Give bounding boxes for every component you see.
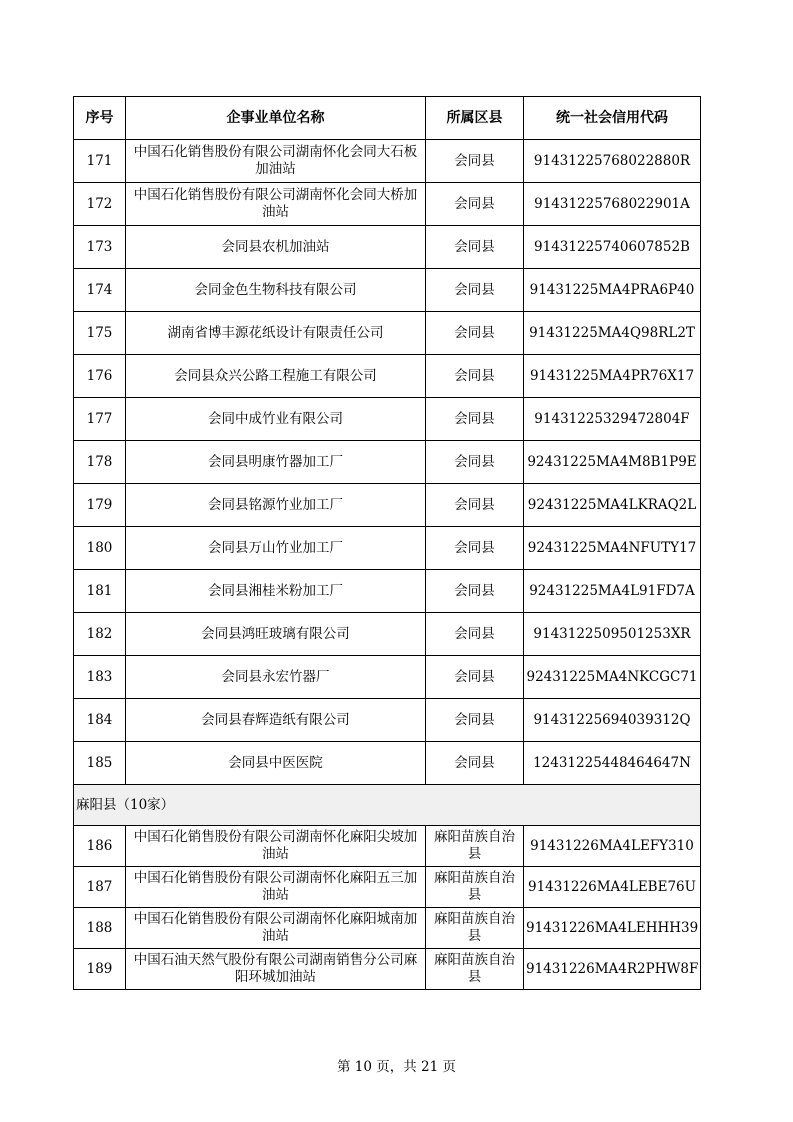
cell-name: 中国石化销售股份有限公司湖南怀化会同大石板加油站: [126, 140, 426, 183]
cell-county: 会同县: [426, 140, 524, 183]
table-row: [74, 398, 701, 441]
table-row: [74, 742, 701, 785]
table-row: [74, 949, 701, 990]
cell-name: 会同县鸿旺玻璃有限公司: [126, 613, 426, 656]
cell-name: 中国石化销售股份有限公司湖南怀化麻阳尖坡加油站: [126, 826, 426, 867]
header-county: 所属区县: [426, 97, 524, 140]
cell-name: 会同县中医医院: [126, 742, 426, 785]
cell-county: 会同县: [426, 441, 524, 484]
page-footer: 第 10 页，共 21 页: [336, 1059, 457, 1075]
cell-no: 175: [74, 312, 126, 355]
table-row: [74, 826, 701, 867]
cell-code: 91431226MA4LEBE76U: [524, 867, 701, 908]
cell-code: 91431225MA4Q98RL2T: [524, 312, 701, 355]
cell-name: 会同中成竹业有限公司: [126, 398, 426, 441]
cell-name: 会同县永宏竹器厂: [126, 656, 426, 699]
cell-county: 会同县: [426, 656, 524, 699]
cell-code: 91431225694039312Q: [524, 699, 701, 742]
cell-code: 12431225448464647N: [524, 742, 701, 785]
cell-code: 92431225MA4NFUTY17: [524, 527, 701, 570]
table-row: [74, 441, 701, 484]
header-code: 统一社会信用代码: [524, 97, 701, 140]
cell-name: 会同县明康竹器加工厂: [126, 441, 426, 484]
cell-name: 中国石化销售股份有限公司湖南怀化麻阳五三加油站: [126, 867, 426, 908]
cell-code: 92431225MA4NKCGC71: [524, 656, 701, 699]
cell-code: 91431226MA4LEHHH39: [524, 908, 701, 949]
cell-code: 91431225768022880R: [524, 140, 701, 183]
cell-no: 183: [74, 656, 126, 699]
cell-county: 会同县: [426, 613, 524, 656]
cell-no: 171: [74, 140, 126, 183]
header-row: [74, 97, 701, 140]
cell-no: 174: [74, 269, 126, 312]
cell-county: 会同县: [426, 226, 524, 269]
cell-no: 185: [74, 742, 126, 785]
cell-no: 181: [74, 570, 126, 613]
table-row: [74, 867, 701, 908]
cell-county: 麻阳苗族自治县: [426, 867, 524, 908]
cell-no: 178: [74, 441, 126, 484]
cell-code: 91431226MA4LEFY310: [524, 826, 701, 867]
cell-county: 会同县: [426, 570, 524, 613]
table-row: [74, 312, 701, 355]
table-row: [74, 226, 701, 269]
cell-no: 177: [74, 398, 126, 441]
cell-code: 91431225329472804F: [524, 398, 701, 441]
cell-no: 182: [74, 613, 126, 656]
table-row: [74, 183, 701, 226]
cell-code: 91431225MA4PRA6P40: [524, 269, 701, 312]
cell-county: 麻阳苗族自治县: [426, 908, 524, 949]
cell-county: 会同县: [426, 484, 524, 527]
cell-code: 91431225740607852B: [524, 226, 701, 269]
cell-county: 麻阳苗族自治县: [426, 949, 524, 990]
cell-name: 会同县湘桂米粉加工厂: [126, 570, 426, 613]
header-no: 序号: [74, 97, 126, 140]
cell-no: 189: [74, 949, 126, 990]
table-row: [74, 527, 701, 570]
cell-county: 会同县: [426, 742, 524, 785]
cell-county: 会同县: [426, 269, 524, 312]
cell-no: 176: [74, 355, 126, 398]
cell-name: 会同县农机加油站: [126, 226, 426, 269]
cell-county: 会同县: [426, 699, 524, 742]
cell-no: 172: [74, 183, 126, 226]
cell-code: 92431225MA4M8B1P9E: [524, 441, 701, 484]
cell-no: 179: [74, 484, 126, 527]
cell-no: 180: [74, 527, 126, 570]
cell-name: 会同县春辉造纸有限公司: [126, 699, 426, 742]
cell-no: 188: [74, 908, 126, 949]
table-row: [74, 140, 701, 183]
cell-name: 中国石化销售股份有限公司湖南怀化会同大桥加油站: [126, 183, 426, 226]
cell-no: 186: [74, 826, 126, 867]
cell-name: 会同县万山竹业加工厂: [126, 527, 426, 570]
section-row: [74, 785, 701, 826]
cell-county: 会同县: [426, 355, 524, 398]
cell-county: 会同县: [426, 527, 524, 570]
table-row: [74, 699, 701, 742]
cell-code: 91431225MA4PR76X17: [524, 355, 701, 398]
table-section-mayang: [74, 785, 701, 826]
table-row: [74, 656, 701, 699]
enterprise-table: [73, 96, 701, 990]
cell-no: 187: [74, 867, 126, 908]
table-row: [74, 570, 701, 613]
cell-name: 会同金色生物科技有限公司: [126, 269, 426, 312]
cell-name: 中国石油天然气股份有限公司湖南销售分公司麻阳环城加油站: [126, 949, 426, 990]
table-body-huitong: [74, 140, 701, 785]
cell-county: 麻阳苗族自治县: [426, 826, 524, 867]
table-body-mayang: [74, 826, 701, 990]
cell-name: 湖南省博丰源花纸设计有限责任公司: [126, 312, 426, 355]
table-row: [74, 908, 701, 949]
cell-county: 会同县: [426, 183, 524, 226]
cell-name: 会同县铭源竹业加工厂: [126, 484, 426, 527]
cell-no: 184: [74, 699, 126, 742]
header-name: 企事业单位名称: [126, 97, 426, 140]
table-row: [74, 269, 701, 312]
table-row: [74, 613, 701, 656]
cell-no: 173: [74, 226, 126, 269]
cell-code: 92431225MA4LKRAQ2L: [524, 484, 701, 527]
cell-name: 中国石化销售股份有限公司湖南怀化麻阳城南加油站: [126, 908, 426, 949]
table-row: [74, 484, 701, 527]
cell-code: 9143122509501253XR: [524, 613, 701, 656]
cell-code: 92431225MA4L91FD7A: [524, 570, 701, 613]
cell-name: 会同县众兴公路工程施工有限公司: [126, 355, 426, 398]
cell-code: 91431225768022901A: [524, 183, 701, 226]
cell-code: 91431226MA4R2PHW8F: [524, 949, 701, 990]
cell-county: 会同县: [426, 398, 524, 441]
cell-county: 会同县: [426, 312, 524, 355]
table-row: [74, 355, 701, 398]
section-title: 麻阳县（10家）: [74, 785, 701, 826]
